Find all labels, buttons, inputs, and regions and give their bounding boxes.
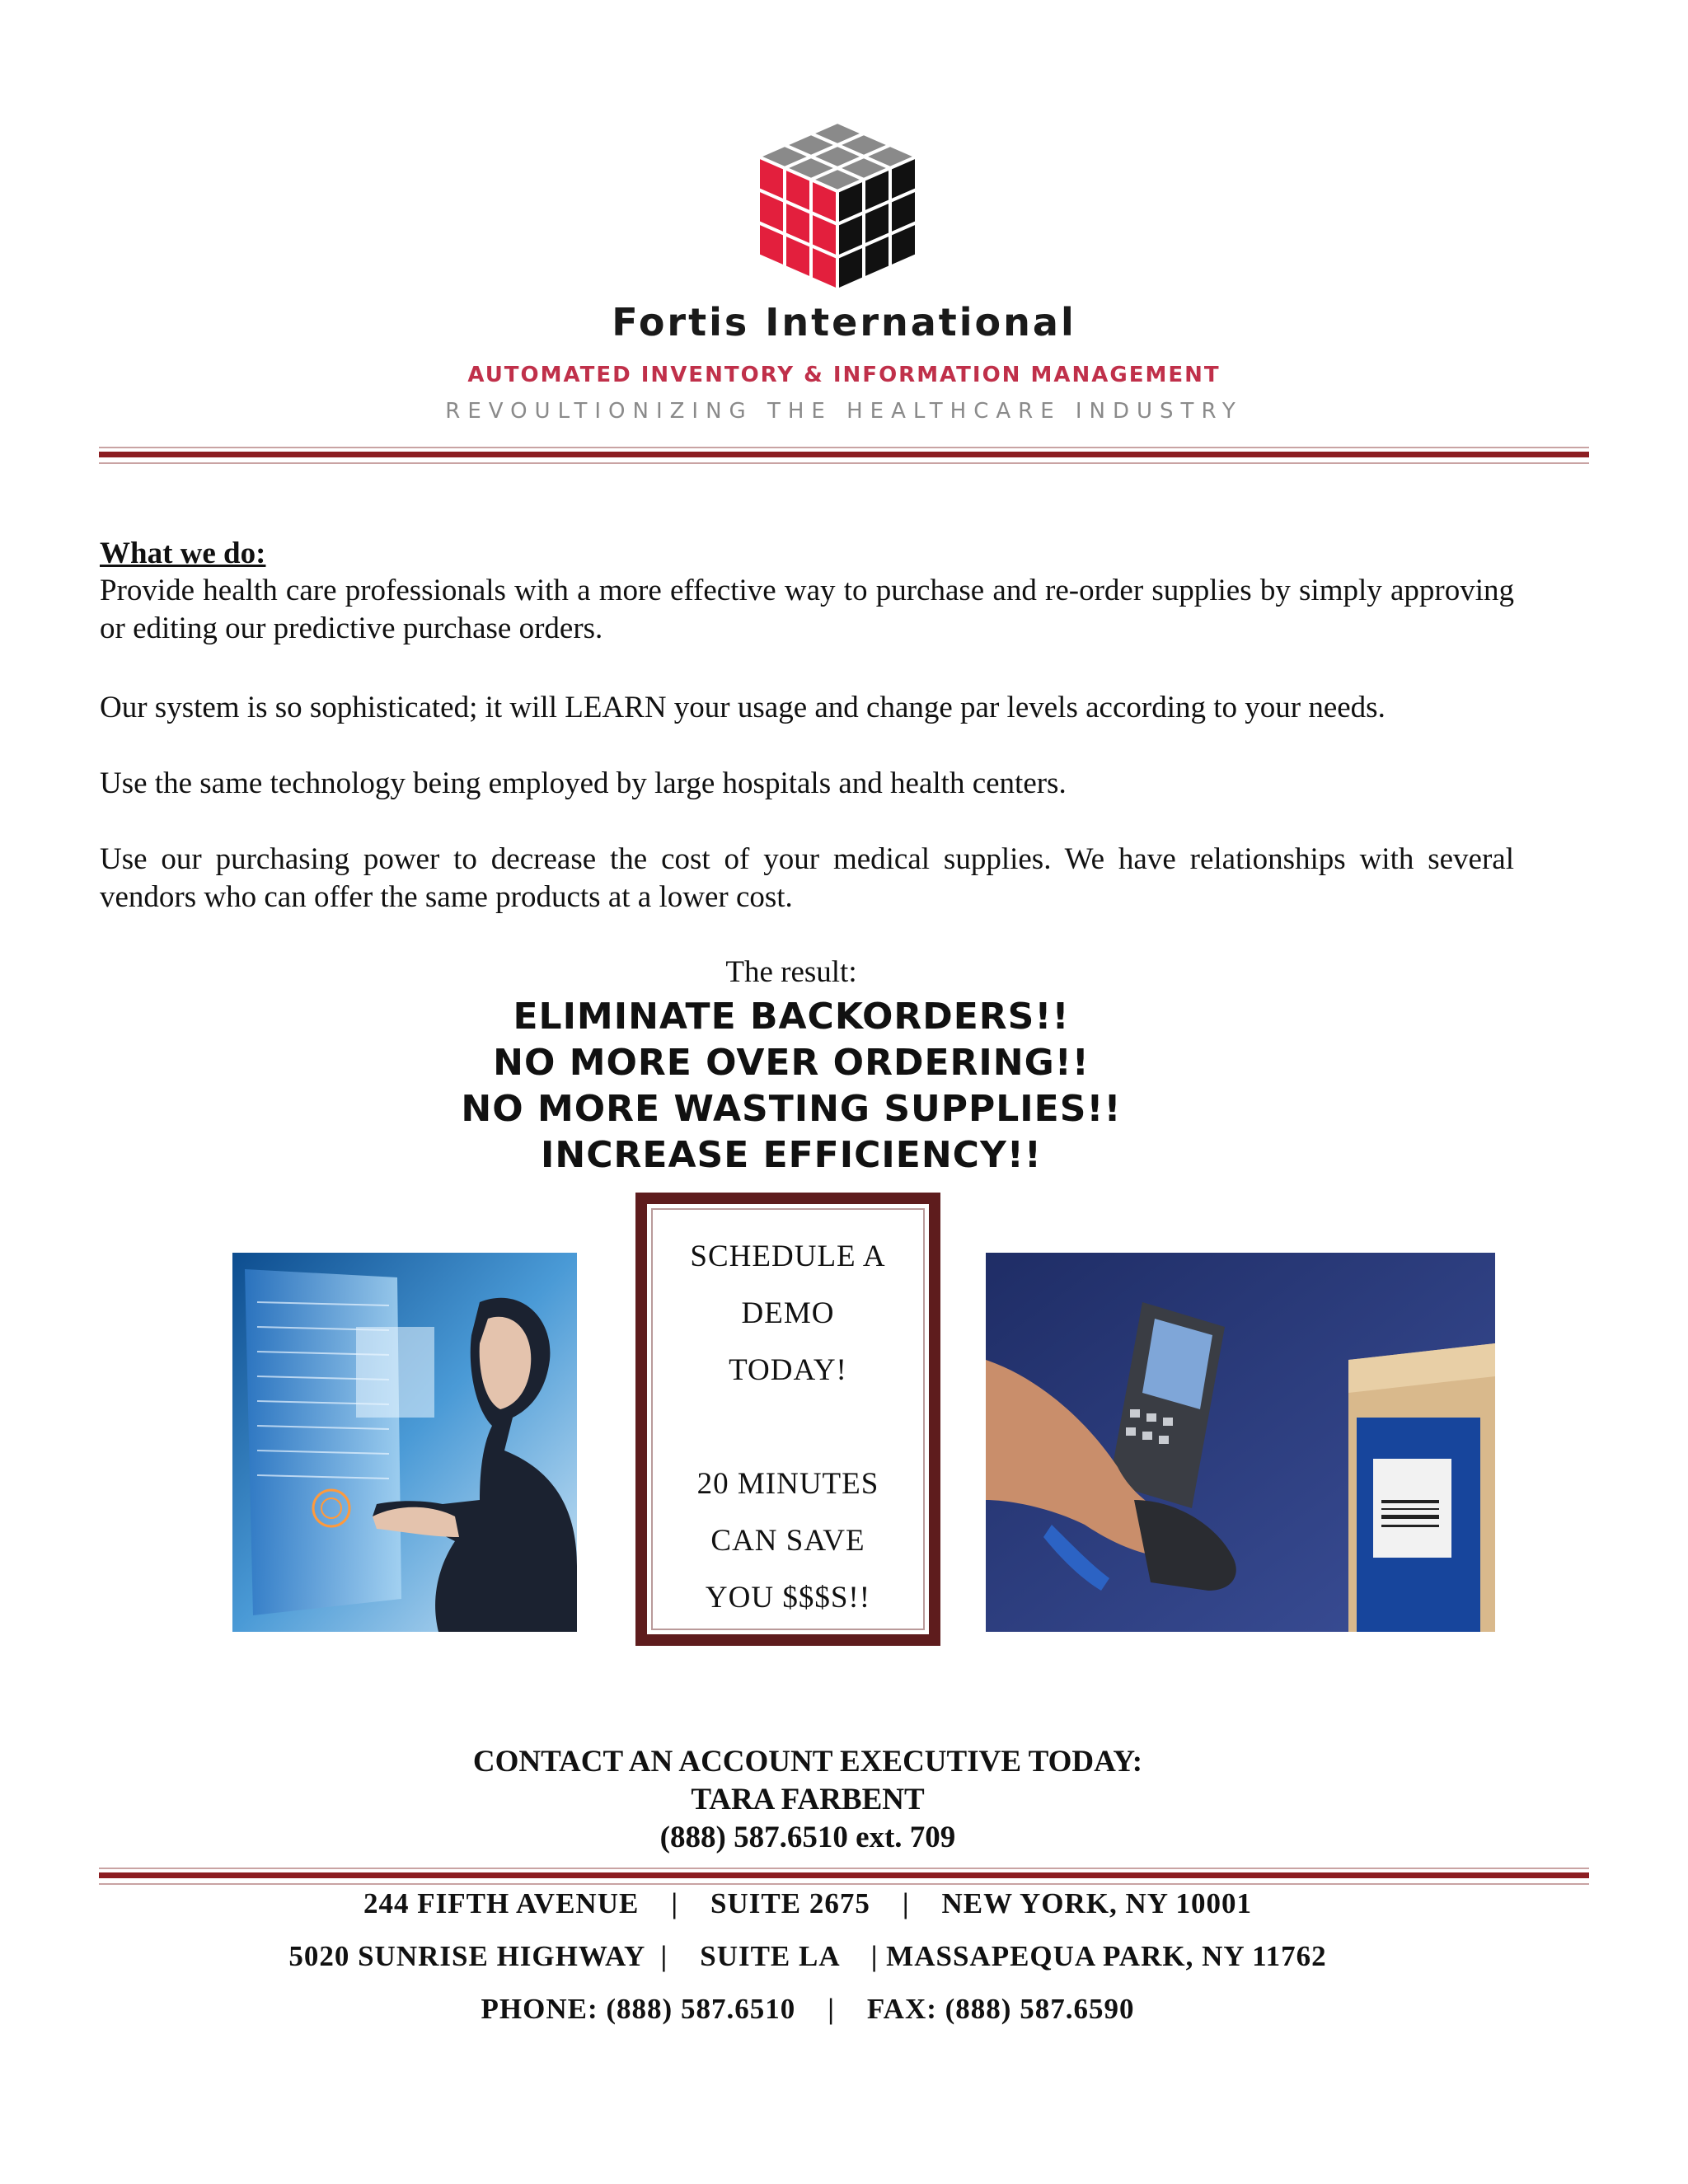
footer-divider [99, 1872, 1589, 1878]
contact-heading: CONTACT AN ACCOUNT EXECUTIVE TODAY: [472, 1745, 1143, 1779]
contact-phone: (888) 587.6510 ext. 709 [659, 1821, 956, 1854]
touchscreen-woman-photo [232, 1253, 577, 1632]
paragraph-technology: Use the same technology being employed by large hospitals and health centers. [100, 766, 1067, 800]
demo-line: DEMO [741, 1296, 835, 1330]
schedule-demo-inner-frame [651, 1208, 925, 1630]
address-new-york: 244 FIFTH AVENUE | SUITE 2675 | NEW YORK, NY 10001 [363, 1887, 1252, 1919]
address-massapequa: 5020 SUNRISE HIGHWAY | SUITE LA | MASSAPEQUA PARK, NY 11762 [288, 1940, 1327, 1972]
demo-line: YOU $$$S!! [705, 1581, 871, 1615]
schedule-demo-callout [635, 1193, 940, 1646]
phone-fax-line: PHONE: (888) 587.6510 | FAX: (888) 587.6590 [481, 1993, 1135, 2025]
demo-line: 20 MINUTES [696, 1467, 879, 1501]
paragraph-purchasing-power: Use our purchasing power to decrease the cost of your medical supplies. We have relationships with several vendors who can offer the same products at a lower cost. [100, 842, 1514, 914]
company-tagline: AUTOMATED INVENTORY & INFORMATION MANAGEMENT [467, 363, 1221, 387]
header-divider [99, 452, 1589, 457]
slogan-item: NO MORE WASTING SUPPLIES!! [461, 1088, 1122, 1130]
contact-block [0, 1743, 1615, 1857]
paragraph-what-we-do: Provide health care professionals with a more effective way to purchase and re-order supplies by simply approving or editing our predictive purchase orders. [100, 574, 1514, 645]
slogan-item: ELIMINATE BACKORDERS!! [513, 996, 1070, 1038]
slogan-item: INCREASE EFFICIENCY!! [541, 1134, 1042, 1176]
company-subtitle: REVOULTIONIZING THE HEALTHCARE INDUSTRY [445, 399, 1243, 424]
fortis-cube-logo [742, 115, 933, 307]
contact-name: TARA FARBENT [691, 1783, 925, 1816]
demo-spacer [653, 1399, 923, 1455]
section-title: What we do: [100, 537, 266, 570]
result-label: The result: [725, 955, 857, 989]
demo-line: TODAY! [729, 1353, 847, 1387]
slogan-item: NO MORE OVER ORDERING!! [493, 1042, 1090, 1084]
demo-line: SCHEDULE A [690, 1240, 886, 1273]
company-name: Fortis International [612, 300, 1076, 344]
paragraph-learning-system: Our system is so sophisticated; it will LEARN your usage and change par levels according to your needs. [100, 691, 1386, 724]
demo-line: CAN SAVE [710, 1524, 865, 1558]
slogan-list [0, 994, 1582, 1179]
barcode-scanner-photo [986, 1253, 1495, 1632]
